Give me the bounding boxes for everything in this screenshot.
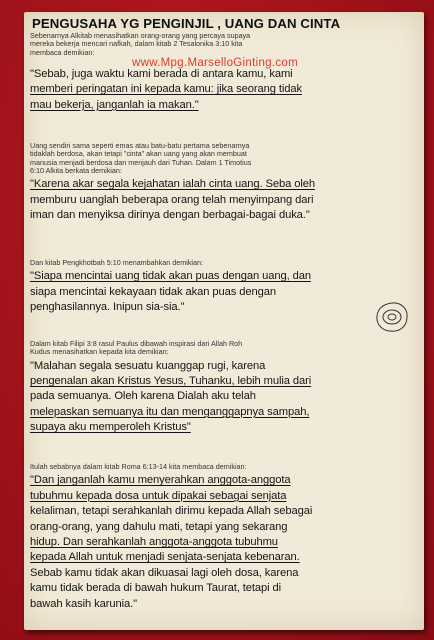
section-intro: Dan kitab Pengkhotbah 5:10 menambahkan demikian: <box>30 258 204 267</box>
section-intro: Uang sendiri sama seperti emas atau batu-batu pertama sebenarnya tidaklah berdosa, akan tetapi "cinta" akan uang yang akan membuat manusia menjadi berdosa dan menjauh dari Tuhan. Dalam 1 Timotius 6:10 Alkita berkata demikian: <box>30 141 252 175</box>
paper-card <box>24 12 424 630</box>
bible-verse: "Sebab, juga waktu kami berada di antara kamu, kami memberi peringatan ini kepada kamu: jika seorang tidak mau bekerja, janganlah ia makan." <box>30 67 302 111</box>
section-intro: Dalam kitab Filipi 3:8 rasul Paulus dibawah inspirasi dari Allah Roh Kudus menasihatkan kepada kita demikian: <box>30 339 243 357</box>
hand-drawn-spiral-doodle <box>374 300 410 334</box>
bible-verse: "Dan janganlah kamu menyerahkan anggota-anggota tubuhmu kepada dosa untuk dipakai sebagai senjata kelaliman, tetapi serahkanlah dirimu kepada Allah sebagai orang-orang, yang dahulu mati, tetapi yang sekarang hidup. Dan serahkanlah anggota-anggota tubuhmu kepada Allah untuk menjadi senjata-senjata kebenaran. Sebab kamu tidak akan dikuasai lagi oleh dosa, karena kamu tidak berada di bawah hukum Taurat, tetapi di bawah kasih karunia." <box>30 474 313 610</box>
section-filipi <box>30 340 420 436</box>
section-roma <box>30 463 420 612</box>
card-heading: PENGUSAHA YG PENGINJIL , UANG DAN CINTA <box>32 16 341 31</box>
section-intro: Itulah sebabnya dalam kitab Roma 6:13-14 kita membaca demikian: <box>30 462 247 471</box>
bible-verse: "Karena akar segala kejahatan ialah cinta uang. Seba oleh memburu uanglah beberapa orang telah menyimpang dari iman dan menyiksa dirinya dengan berbagai-bagai duka." <box>30 178 316 221</box>
website-watermark: www.Mpg.MarselloGinting.com <box>132 57 298 69</box>
section-intro: Sebenarnya Alkitab menasihatkan orang-orang yang percaya supaya mereka bekerja mencari nafkah, dalam kitab 2 Tesalonika 3:10 kita membaca demikian: <box>30 31 251 57</box>
bible-verse: "Malahan segala sesuatu kuanggap rugi, karena pengenalan akan Kristus Yesus, Tuhanku, lebih mulia dari pada semuanya. Oleh karena Dialah aku telah melepaskan semuanya itu dan menganggapnya sampah, supaya aku memperoleh Kristus" <box>30 359 312 434</box>
section-1-timotius <box>30 142 420 223</box>
section-2-tesalonika <box>30 32 420 113</box>
bible-verse: "Siapa mencintai uang tidak akan puas dengan uang, dan siapa mencintai kekayaan tidak akan puas dengan penghasilannya. Inipun sia-sia." <box>30 270 311 314</box>
section-pengkhotbah <box>30 259 420 316</box>
